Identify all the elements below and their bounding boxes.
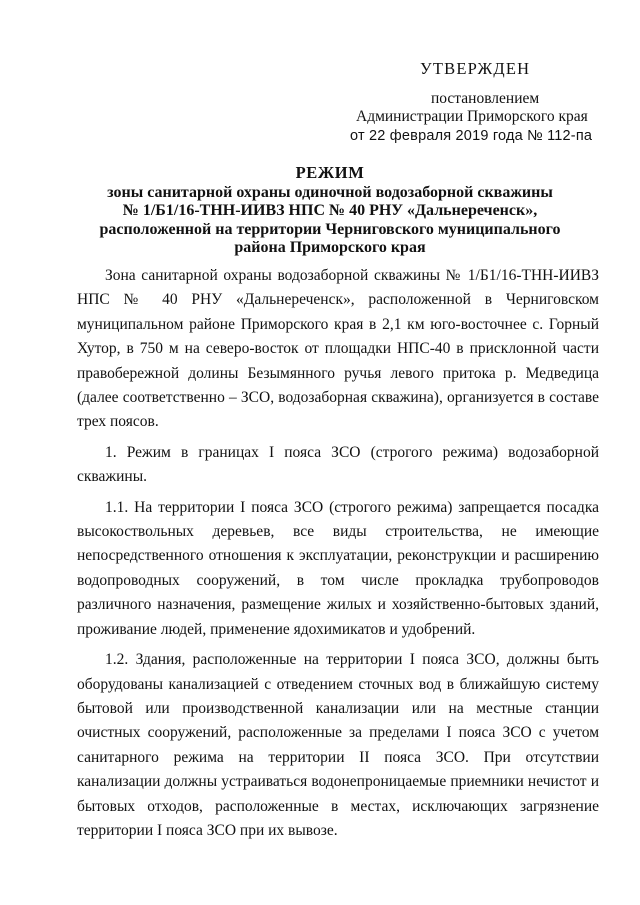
decree-stamp: от 22 февраля 2019 года № 112-па — [350, 128, 593, 144]
paragraph-section-1-2: 1.2. Здания, расположенные на территории I пояса ЗСО, должны быть оборудованы канализацией с отведением сточных вод в ближайшую систему бытовой или производственной канализации или на местные станции очистных сооружений, расположенные за пределами I пояса ЗСО с учетом санитарного режима на территории II пояса ЗСО. При отсутствии канализации должны устраиваться водонепроницаемые приемники нечистот и бытовых отходов, расположенные в местах, исключающих загрязнение территории I пояса ЗСО при их вывозе. — [77, 651, 599, 839]
title-line-1: зоны санитарной охраны одиночной водозаборной скважины — [107, 183, 553, 201]
approval-authority: Администрации Приморского края — [356, 108, 588, 125]
paragraph-intro: Зона санитарной охраны водозаборной скважины № 1/Б1/16-ТНН-ИИВЗ НПС № 40 РНУ «Дальнереченск», расположенной в Черниговском муниципальном районе Приморского края в 2,1 км юго-восточнее с. Горный Хутор, в 750 м на северо-восток от площадки НПС-40 в присклонной части правобережной долины Безымянного ручья левого притока р. Медведица (далее соответственно – ЗСО, водозаборная скважина), организуется в составе трех поясов. — [77, 267, 599, 431]
title-line-2: № 1/Б1/16-ТНН-ИИВЗ НПС № 40 РНУ «Дальнереченск», — [122, 202, 538, 219]
document-title: РЕЖИМ — [295, 163, 365, 182]
approval-by: постановлением — [431, 90, 540, 107]
title-line-4: района Приморского края — [234, 239, 426, 256]
document-body — [77, 264, 599, 849]
document-title-block — [90, 164, 570, 258]
paragraph-section-1: 1. Режим в границах I пояса ЗСО (строгого режима) водозаборной скважины. — [77, 443, 599, 486]
title-line-3: расположенной на территории Черниговского муниципального — [99, 220, 561, 238]
paragraph-section-1-1: 1.1. На территории I пояса ЗСО (строгого режима) запрещается посадка высокоствольных деревьев, все виды строительства, не имеющие непосредственного отношения к эксплуатации, реконструкции и расширению водопроводных сооружений, в том числе прокладка трубопроводов различного назначения, размещение жилых и хозяйственно-бытовых зданий, проживание людей, применение ядохимикатов и удобрений. — [77, 498, 599, 638]
approval-heading: УТВЕРЖДЕН — [420, 59, 531, 78]
